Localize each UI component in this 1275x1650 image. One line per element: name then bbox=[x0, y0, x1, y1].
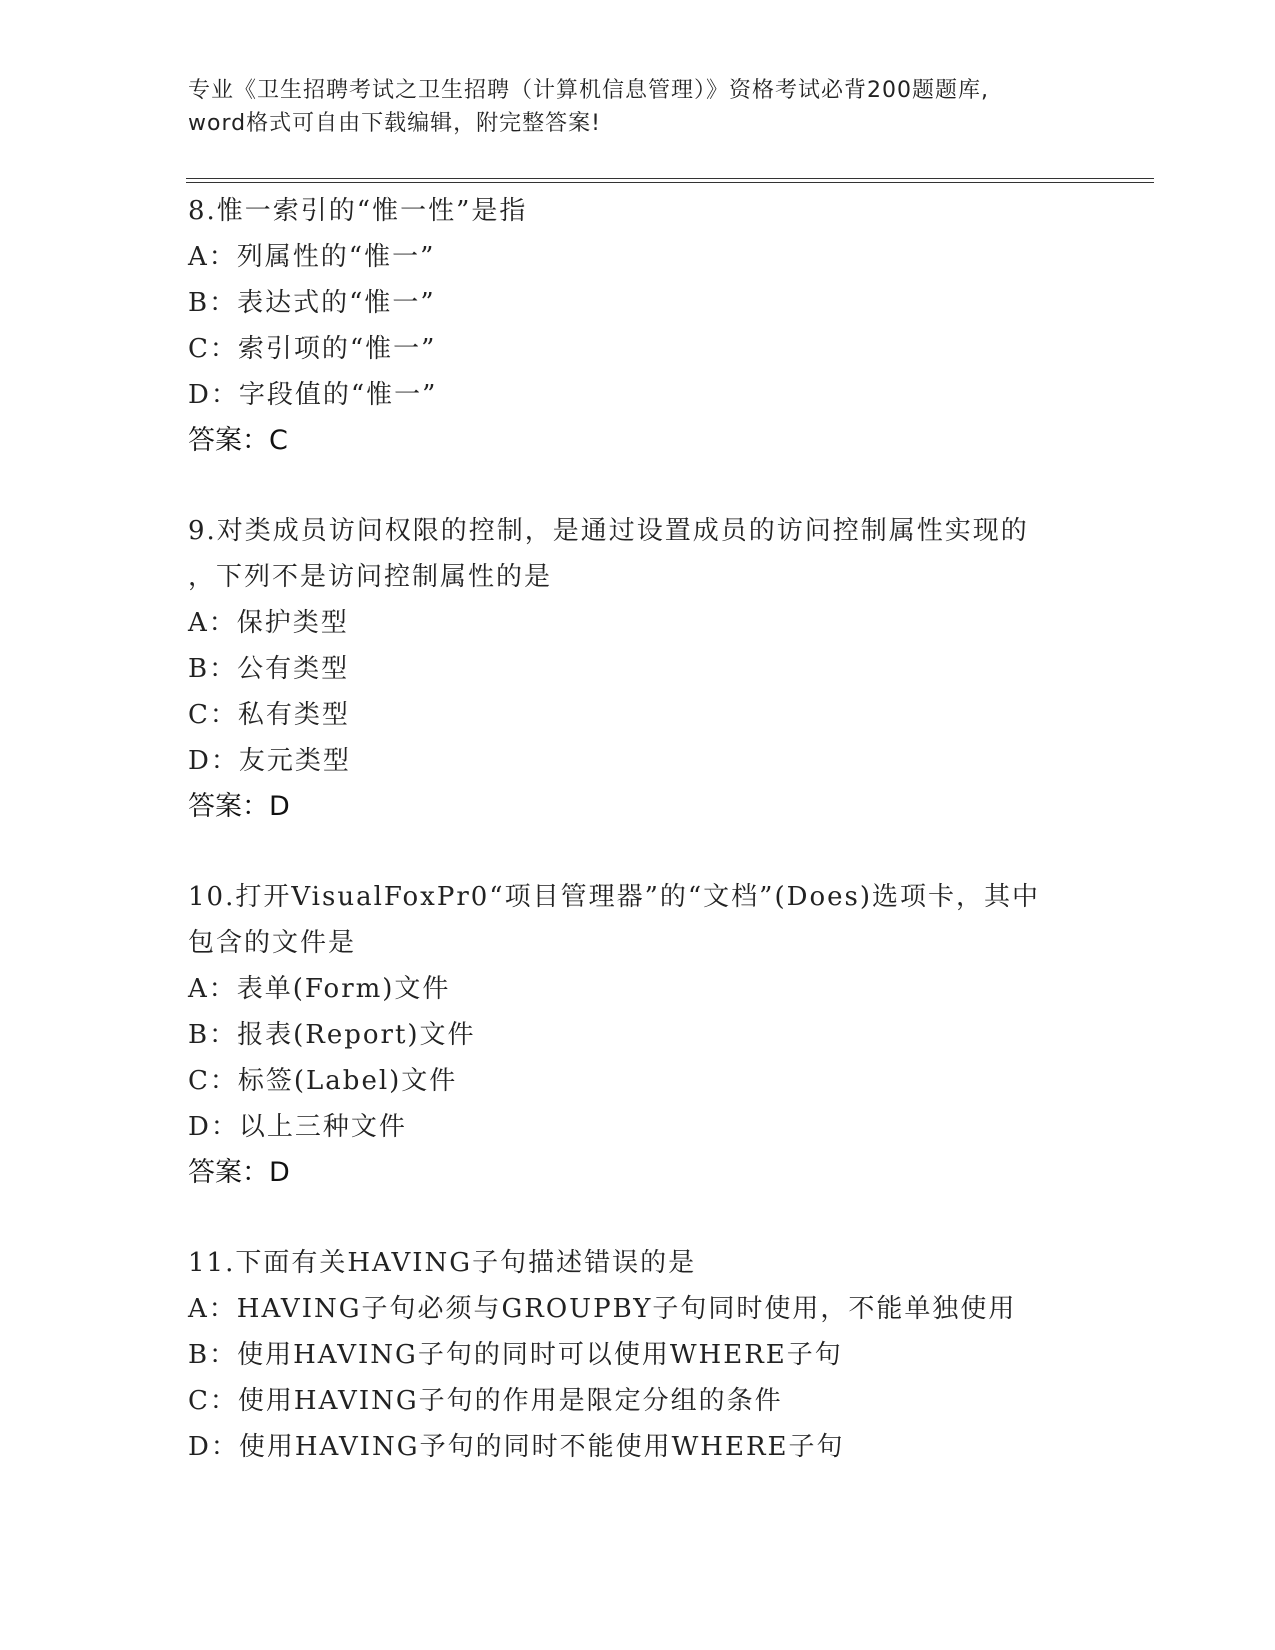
option-d: D：友元类型 bbox=[188, 746, 351, 776]
option-a: A：表单(Form)文件 bbox=[188, 974, 451, 1004]
answer: 答案：C bbox=[188, 425, 288, 456]
document-header bbox=[188, 74, 1088, 140]
option-a: A：HAVING子句必须与GROUPBY子句同时使用，不能单独使用 bbox=[188, 1294, 1017, 1324]
question-8 bbox=[188, 188, 1118, 464]
answer: 答案：D bbox=[188, 1157, 290, 1188]
header-line-1: 专业《卫生招聘考试之卫生招聘（计算机信息管理）》资格考试必背200题题库, bbox=[188, 78, 989, 103]
option-b: B：报表(Report)文件 bbox=[188, 1020, 476, 1050]
option-c: C：使用HAVING子句的作用是限定分组的条件 bbox=[188, 1386, 783, 1416]
question-spacer bbox=[188, 1196, 1118, 1240]
question-text: 8.惟一索引的“惟一性”是指 bbox=[188, 196, 528, 226]
question-11 bbox=[188, 1240, 1118, 1470]
question-text: 9.对类成员访问权限的控制，是通过设置成员的访问控制属性实现的 bbox=[188, 516, 1029, 546]
option-b: B：公有类型 bbox=[188, 654, 350, 684]
question-text: 11.下面有关HAVING子句描述错误的是 bbox=[188, 1248, 697, 1278]
question-spacer bbox=[188, 830, 1118, 874]
option-b: B：表达式的“惟一” bbox=[188, 288, 436, 318]
option-c: C：标签(Label)文件 bbox=[188, 1066, 458, 1096]
option-a: A：保护类型 bbox=[188, 608, 349, 638]
question-9 bbox=[188, 508, 1118, 830]
answer: 答案：D bbox=[188, 791, 290, 822]
header-divider-top bbox=[186, 178, 1154, 179]
option-c: C：私有类型 bbox=[188, 700, 350, 730]
question-10 bbox=[188, 874, 1118, 1196]
question-text-continued: 包含的文件是 bbox=[188, 928, 357, 958]
option-d: D：字段值的“惟一” bbox=[188, 380, 438, 410]
option-c: C：索引项的“惟一” bbox=[188, 334, 437, 364]
question-text-continued: ，下列不是访问控制属性的是 bbox=[188, 562, 553, 592]
option-b: B：使用HAVING子句的同时可以使用WHERE子句 bbox=[188, 1340, 843, 1370]
header-line-2: word格式可自由下载编辑，附完整答案! bbox=[188, 111, 601, 136]
option-a: A：列属性的“惟一” bbox=[188, 242, 436, 272]
option-d: D：使用HAVING予句的同时不能使用WHERE子句 bbox=[188, 1432, 845, 1462]
header-divider-bottom bbox=[186, 182, 1154, 183]
option-d: D：以上三种文件 bbox=[188, 1112, 407, 1142]
question-text: 10.打开VisualFoxPr0“项目管理器”的“文档”(Does)选项卡，其中 bbox=[188, 882, 1040, 912]
question-spacer bbox=[188, 464, 1118, 508]
question-list bbox=[188, 188, 1118, 1470]
